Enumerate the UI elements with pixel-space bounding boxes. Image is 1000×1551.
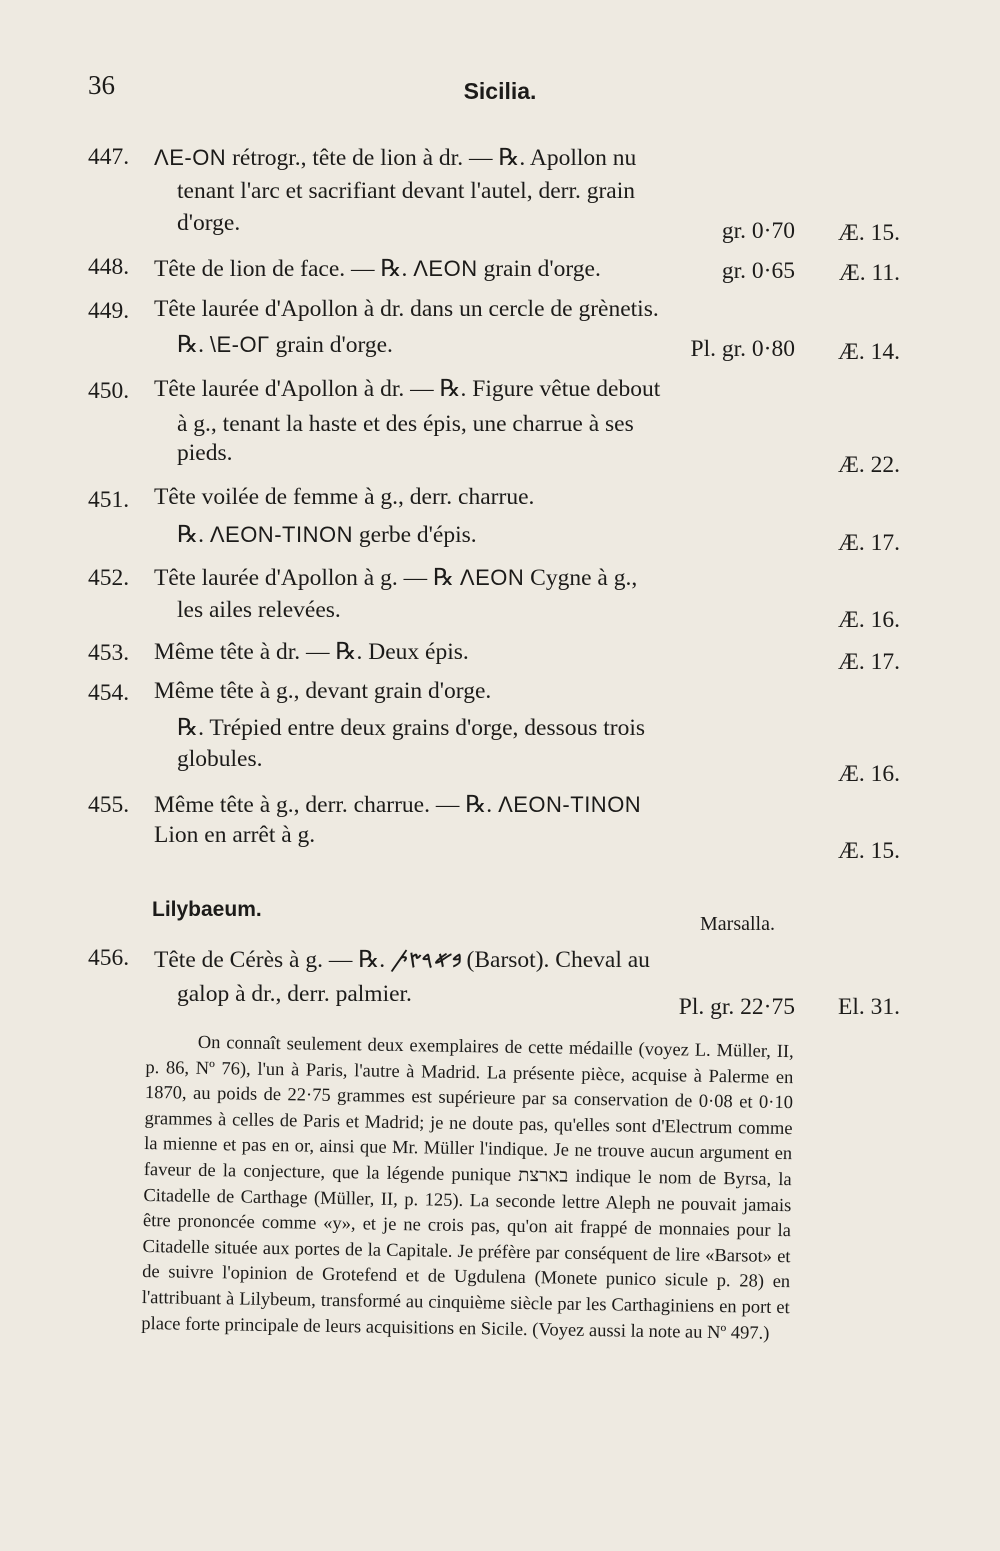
entry-line: ℞. \E-OΓ grain d'orge. xyxy=(177,332,393,358)
entry-metal: Æ. 15. xyxy=(837,838,900,864)
entry-metal: Æ. 15. xyxy=(837,220,900,246)
commentary-note xyxy=(141,1030,794,1347)
entry-weight: gr. 0·70 xyxy=(721,218,795,244)
entry-line: galop à dr., derr. palmier. xyxy=(177,981,412,1007)
entry-metal: Æ. 17. xyxy=(837,530,900,556)
entry-line: les ailes relevées. xyxy=(177,597,341,623)
entry-line: Même tête à dr. — ℞. Deux épis. xyxy=(154,639,469,665)
entry-number: 455. xyxy=(88,792,130,818)
entry-line: Tête de lion de face. — ℞. ΛEON grain d'orge. xyxy=(154,256,601,282)
coin-legend: ΛE-ON xyxy=(154,145,227,170)
entry-number: 456. xyxy=(88,945,130,971)
coin-legend: ΛEON-TINON xyxy=(209,522,353,547)
entry-number: 451. xyxy=(88,487,130,513)
punic-legend: 𐤁𐤀𐤓𐤑𐤕 xyxy=(391,947,461,972)
entry-metal: Æ. 16. xyxy=(837,761,900,787)
entry-line: tenant l'arc et sacrifiant devant l'autel, derr. grain xyxy=(177,178,636,204)
entry-weight: gr. 0·65 xyxy=(721,258,795,284)
entry-line: Tête laurée d'Apollon à dr. dans un cercle de grènetis. xyxy=(154,296,659,322)
entry-metal: Æ. 11. xyxy=(838,260,900,286)
entry-line: ΛE-ON rétrogr., tête de lion à dr. — ℞. Apollon nu xyxy=(154,145,637,171)
note-text: On connaît seulement deux exemplaires de cette médaille (voyez L. Müller, II, p. 86, Nº 76), l'un à Paris, l'autre à Madrid. La présente pièce, acquise à Palerme en 1870, au poids de 22·75 grammes est supérieure par sa conservation de 0·08 et 0·10 grammes à celles de Paris et Madrid; je ne doute pas, qu'elles sont d'Electrum comme la mienne et pas en or, ainsi que Mr. Müller l'indique. Je ne trouve aucun argument en faveur de la conjecture, que la légende punique בארצת indique le nom de Byrsa, la Citadelle de Carthage (Müller, II, p. 125). La seconde lettre Aleph ne pouvait jamais être prononcée comme «y», et je ne crois pas, qu'on ait frappé de monnaies pour la Citadelle située aux portes de la Capitale. Je préfère par conséquent de lire «Barsot» et de suivre l'opinion de Grotefend et de Ugdulena (Monete punico sicule p. 28) en l'attribuant à Lilybeum, transformé au cinquième siècle par les Carthaginiens en port et place forte principale de leurs acquisitions en Sicile. (Voyez aussi la note au Nº 497.) xyxy=(141,1032,794,1344)
entry-metal: Æ. 14. xyxy=(837,339,900,365)
entry-weight: Pl. gr. 0·80 xyxy=(690,336,795,362)
entry-number: 452. xyxy=(88,565,130,591)
entry-line: pieds. xyxy=(177,440,233,466)
coin-legend: ΛEON xyxy=(459,565,525,590)
section-heading: Lilybaeum. xyxy=(152,898,262,921)
coin-legend: \E-OΓ xyxy=(209,332,270,357)
entry-metal: Æ. 22. xyxy=(837,452,900,478)
entry-weight: Pl. gr. 22·75 xyxy=(678,994,795,1020)
entry-number: 454. xyxy=(88,680,130,706)
entry-line: Même tête à g., devant grain d'orge. xyxy=(154,678,492,704)
entry-metal: El. 31. xyxy=(837,994,900,1020)
entry-line: Lion en arrêt à g. xyxy=(154,822,316,848)
entry-line: Même tête à g., derr. charrue. — ℞. ΛEON-TINON xyxy=(154,792,642,818)
entry-line: Tête de Cérès à g. — ℞. 𐤁𐤀𐤓𐤑𐤕 (Barsot). Cheval au xyxy=(154,947,650,973)
entry-number: 450. xyxy=(88,378,130,404)
coin-legend: ΛEON xyxy=(413,256,478,281)
entry-metal: Æ. 17. xyxy=(837,649,900,675)
entry-number: 447. xyxy=(88,144,130,170)
entry-number: 448. xyxy=(88,254,130,280)
entry-metal: Æ. 16. xyxy=(837,607,900,633)
entry-line: ℞. ΛEON-TINON gerbe d'épis. xyxy=(177,522,477,548)
entry-number: 449. xyxy=(88,298,130,324)
entry-line: ℞. Trépied entre deux grains d'orge, dessous trois xyxy=(177,715,646,741)
entry-number: 453. xyxy=(88,640,130,666)
entry-line: d'orge. xyxy=(177,210,241,236)
coin-legend: ΛEON-TINON xyxy=(498,792,642,817)
entry-line: à g., tenant la haste et des épis, une charrue à ses xyxy=(177,411,634,437)
page-number: 36 xyxy=(88,70,115,100)
section-place: Marsalla. xyxy=(700,913,775,935)
entry-line: Tête voilée de femme à g., derr. charrue. xyxy=(154,484,535,510)
page-title: Sicilia. xyxy=(463,78,537,104)
entry-line: globules. xyxy=(177,746,263,772)
entry-line: Tête laurée d'Apollon à dr. — ℞. Figure vêtue debout xyxy=(154,376,661,402)
entry-line: Tête laurée d'Apollon à g. — ℞ ΛEON Cygne à g., xyxy=(154,565,638,591)
